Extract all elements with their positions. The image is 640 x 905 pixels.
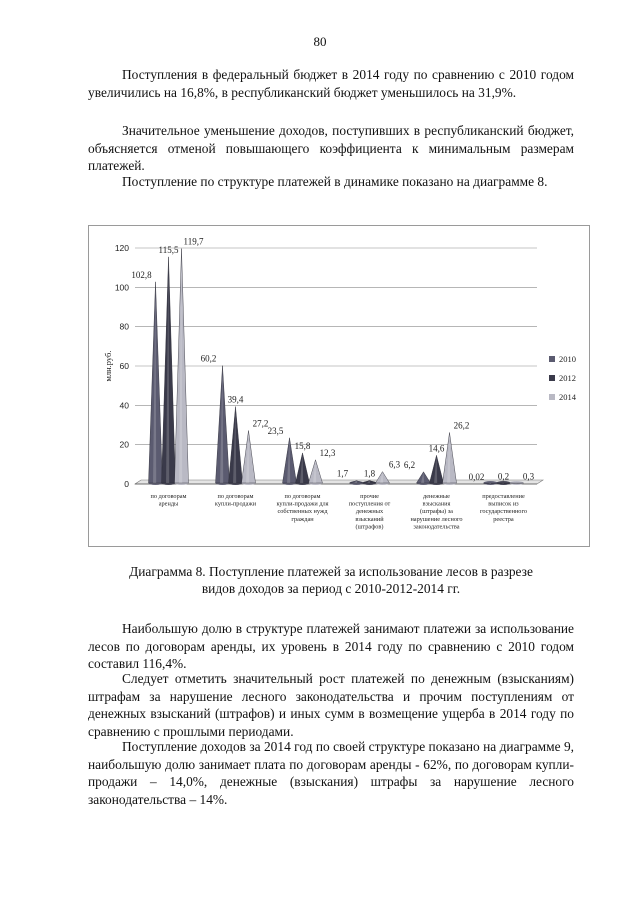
data-label: 15,8 (294, 440, 311, 451)
legend-entry: 2012 (559, 373, 576, 383)
paragraph-1: Поступления в федеральный бюджет в 2014 году по сравнению с 2010 годом увеличились на 16,8%, в республиканский бюджет уменьшилось на 31,9%. (88, 67, 574, 100)
category-label: аренды (158, 500, 179, 508)
chart-caption (88, 563, 574, 597)
category-label: поступления от (348, 500, 391, 508)
y-tick-label: 20 (119, 439, 129, 450)
category-label: предоставление (482, 493, 525, 500)
legend-entry: 2014 (559, 392, 576, 402)
caption-line-2: видов доходов за период с 2010-2012-2014 гг. (201, 581, 461, 596)
paragraph-3: Поступление по структуре платежей в динамике показано на диаграмме 8. (122, 174, 548, 189)
category-label: реестра (493, 515, 514, 523)
data-label: 0,3 (522, 471, 535, 482)
chart-frame (88, 225, 590, 547)
paragraph-6: Поступление доходов за 2014 год по своей структуре показано на диаграмме 9, наибольшую долю занимает плата по договорам аренды - 62%, по договорам купли-продажи – 14,0%, денежные (взыскания) штрафы за нарушение лесного законодательства – 14%. (88, 739, 574, 807)
data-label: 6,2 (403, 459, 416, 470)
data-label: 0,02 (468, 471, 485, 482)
category-label: по договорам (284, 493, 321, 500)
category-label: (штрафов) (355, 523, 384, 531)
data-label: 115,5 (158, 244, 179, 255)
data-label: 0,2 (497, 471, 510, 482)
data-label: 14,6 (428, 443, 445, 454)
paragraph-5: Следует отметить значительный рост платежей по денежным (взысканиям) штрафам за нарушение лесного законодательства и прочим поступлениям от денежных взысканий (штрафов) и иных сумм в возмещение ущерба в 2014 году по сравнению с прошлыми периодами. (88, 671, 574, 739)
category-label: прочие (360, 493, 379, 500)
category-label: законодательства (413, 523, 460, 531)
data-label: 23,5 (267, 425, 284, 436)
y-tick-label: 60 (119, 361, 129, 371)
y-axis-label: млн.руб. (103, 350, 113, 382)
data-label: 27,2 (252, 418, 269, 429)
data-label: 1,8 (363, 468, 376, 479)
data-label: 26,2 (453, 420, 470, 431)
page-number: 80 (313, 34, 327, 49)
data-label: 1,7 (336, 468, 349, 479)
paragraph-2: Значительное уменьшение доходов, поступивших в республиканский бюджет, объясняется отменой повышающего коэффициента к минимальным размерам платежей. (88, 123, 574, 173)
caption-line-1: Диаграмма 8. Поступление платежей за использование лесов в разрезе (129, 564, 533, 579)
payments-chart (89, 226, 589, 546)
data-label: 60,2 (200, 353, 217, 364)
category-label: купли-продажи (214, 500, 257, 508)
category-label: денежные (423, 493, 450, 500)
legend-swatch (549, 356, 555, 362)
category-label: государственного (479, 508, 528, 516)
category-label: граждан (291, 515, 314, 523)
category-label: взысканий (355, 515, 384, 523)
data-label: 119,7 (183, 236, 204, 247)
category-label: по договорам (217, 493, 254, 500)
category-label: собственных нужд (277, 508, 328, 516)
category-label: по договорам (150, 493, 187, 500)
data-label: 39,4 (227, 394, 244, 405)
legend-entry: 2010 (559, 354, 576, 364)
category-label: (штрафы) за (420, 508, 453, 516)
category-label: взыскания (422, 500, 451, 508)
legend-swatch (549, 394, 555, 400)
y-tick-label: 40 (119, 400, 129, 411)
data-label: 102,8 (131, 269, 152, 280)
category-label: купли-продажи для (276, 500, 329, 508)
category-label: выписок из (488, 500, 519, 508)
data-label: 6,3 (388, 459, 401, 470)
y-tick-label: 100 (114, 282, 129, 293)
paragraph-4: Наибольшую долю в структуре платежей занимают платежи за использование лесов по договорам аренды, их уровень в 2014 году по сравнению с 2010 годом составил 116,4%. (88, 621, 574, 671)
category-label: нарушение лесного (410, 515, 463, 523)
data-label: 12,3 (319, 447, 336, 458)
y-tick-label: 0 (124, 479, 129, 489)
y-tick-label: 80 (119, 321, 129, 332)
category-label: денежных (355, 508, 384, 516)
y-tick-label: 120 (114, 243, 129, 253)
legend-swatch (549, 375, 555, 381)
